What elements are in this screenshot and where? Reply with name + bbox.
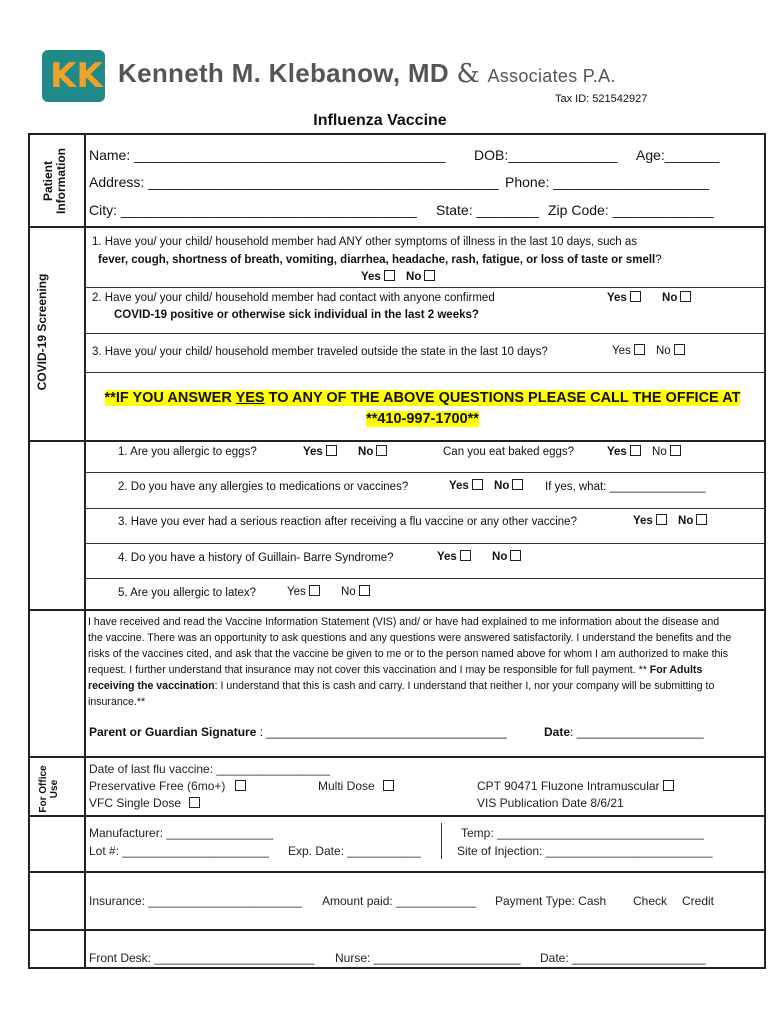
covid-q2-line2: COVID-19 positive or otherwise sick individual in the last 2 weeks? [114, 309, 479, 321]
lot-field[interactable]: Lot #: ______________________ [89, 844, 270, 858]
phone-field[interactable]: Phone: ____________________ [505, 174, 709, 190]
covid-q3-no-checkbox[interactable] [674, 344, 685, 355]
section-label-patient-info: Patient Information [41, 148, 68, 214]
no-label: No [492, 551, 508, 563]
dob-field[interactable]: DOB:______________ [474, 147, 618, 163]
multi-dose-label: Multi Dose [318, 779, 375, 793]
section-label-office: For Office Use [38, 765, 60, 813]
signature-label: Parent or Guardian Signature [89, 725, 257, 739]
question-5: 5. Are you allergic to latex? [118, 587, 257, 599]
yes-label: Yes [361, 271, 381, 283]
consent-statement [88, 614, 736, 710]
no-label: No [358, 446, 374, 458]
address-field[interactable]: Address: _____________________________________________ [89, 174, 499, 190]
nurse-field[interactable]: Nurse: ______________________ [335, 951, 521, 965]
row-divider [84, 508, 766, 509]
row-divider [28, 226, 766, 228]
vis-publication-date: VIS Publication Date 8/6/21 [477, 796, 624, 810]
tax-id: Tax ID: 521542927 [555, 93, 648, 105]
question-4: 4. Do you have a history of Guillain- Barre Syndrome? [118, 552, 394, 564]
question-3: 3. Have you ever had a serious reaction after receiving a flu vaccine or any other vaccine? [118, 516, 577, 528]
q1-yes-checkbox[interactable] [326, 445, 337, 456]
manufacturer-field[interactable]: Manufacturer: ________________ [89, 826, 274, 840]
zip-field[interactable]: Zip Code: _____________ [548, 202, 714, 218]
covid-q1-no-checkbox[interactable] [424, 270, 435, 281]
q1b-yes-checkbox[interactable] [630, 445, 641, 456]
covid-q1-symptoms: fever, cough, shortness of breath, vomiting, diarrhea, headache, rash, fatigue, or loss of taste or smell [98, 254, 656, 266]
covid-q1-line2 [98, 254, 662, 266]
q2-yes-checkbox[interactable] [472, 479, 483, 490]
vfc-single-option [89, 796, 200, 810]
yes-label: Yes [633, 515, 653, 527]
age-field[interactable]: Age:_______ [636, 147, 720, 163]
ampersand: & [456, 59, 480, 89]
covid-q2-no-checkbox[interactable] [680, 291, 691, 302]
amount-paid-field[interactable]: Amount paid: ____________ [322, 894, 477, 908]
question-1-answers [303, 445, 387, 458]
vfc-single-checkbox[interactable] [189, 797, 200, 808]
signature-line: : ____________________________________ [256, 725, 507, 739]
yes-label: Yes [437, 551, 457, 563]
exp-date-field[interactable]: Exp. Date: ___________ [288, 844, 421, 858]
no-label: No [406, 271, 422, 283]
section-divider [84, 133, 86, 969]
practice-name [118, 58, 616, 89]
q1b-no-checkbox[interactable] [670, 445, 681, 456]
payment-type-check[interactable]: Check [633, 894, 668, 908]
yes-label: Yes [607, 446, 627, 458]
row-divider [84, 578, 766, 579]
multi-dose-option [318, 779, 394, 793]
row-divider [28, 871, 766, 873]
vfc-single-label: VFC Single Dose [89, 796, 182, 810]
covid-q2-answers [607, 291, 691, 304]
front-desk-field[interactable]: Front Desk: ________________________ [89, 951, 315, 965]
date-label: Date [544, 725, 571, 739]
covid-q2-yes-checkbox[interactable] [630, 291, 641, 302]
form-title: Influenza Vaccine [313, 112, 447, 129]
no-label: No [494, 480, 510, 492]
cpt-checkbox[interactable] [663, 780, 674, 791]
covid-q2-line1: 2. Have you/ your child/ household member had contact with anyone confirmed [92, 292, 495, 304]
question-1b-answers [607, 445, 681, 458]
section-label-covid: COVID-19 Screening [35, 273, 49, 391]
row-divider [84, 543, 766, 544]
consent-text-1: I have received and read the Vaccine Information Statement (VIS) and/ or have had explained to me information about the disease and the vaccine. There was an opportunity to ask questions and any questions were answered satisfactorily. I understand the benefits and the risks of the vaccines cited, and ask that the vaccine be given to me or to the person named above for whom I am authorized to make this request. I further understand that insurance may not cover this vaccination and I may be responsible for full payment. ** [88, 616, 732, 676]
notice-pre: **IF YOU ANSWER [104, 390, 236, 406]
question-5-answers [287, 585, 370, 598]
insurance-field[interactable]: Insurance: _______________________ [89, 894, 302, 908]
preservative-free-option [89, 779, 246, 793]
row-divider [28, 929, 766, 931]
payment-type-cash[interactable]: Payment Type: Cash [495, 894, 607, 908]
yes-label: Yes [303, 446, 323, 458]
yes-label: Yes [449, 480, 469, 492]
logo-letters: KK [50, 56, 103, 96]
practice-logo [42, 50, 105, 102]
covid-q1-answers [361, 270, 435, 283]
preservative-free-checkbox[interactable] [235, 780, 246, 791]
question-1: 1. Are you allergic to eggs? [118, 446, 257, 458]
row-divider [84, 472, 766, 473]
signature-date-field[interactable] [544, 725, 704, 739]
office-divider [441, 823, 442, 859]
covid-q3: 3. Have you/ your child/ household member traveled outside the state in the last 10 days? [92, 346, 548, 358]
guardian-signature-field[interactable] [89, 725, 507, 739]
q3-yes-checkbox[interactable] [656, 514, 667, 525]
question-2-answers [449, 479, 523, 492]
covid-q1-yes-checkbox[interactable] [384, 270, 395, 281]
q5-no-checkbox[interactable] [359, 585, 370, 596]
state-field[interactable]: State: ________ [436, 202, 539, 218]
yes-label: Yes [607, 292, 627, 304]
q4-no-checkbox[interactable] [510, 550, 521, 561]
payment-type-credit[interactable]: Credit [682, 894, 715, 908]
no-label: No [662, 292, 678, 304]
row-divider [84, 372, 766, 373]
office-phone: **410-997-1700** [366, 411, 479, 427]
consent-text-2: : I understand that this is cash and carry. I understand that neither I, nor your company will be submitting to insurance.** [88, 680, 715, 708]
no-label: No [678, 515, 694, 527]
q3-no-checkbox[interactable] [696, 514, 707, 525]
multi-dose-checkbox[interactable] [383, 780, 394, 791]
question-1b: Can you eat baked eggs? [443, 446, 575, 458]
associates-text: Associates P.A. [487, 66, 616, 86]
no-label: No [340, 586, 356, 598]
call-office-notice [85, 388, 760, 430]
covid-q3-yes-checkbox[interactable] [634, 344, 645, 355]
row-divider [28, 440, 766, 442]
row-divider [84, 287, 766, 288]
date-line: : ___________________ [570, 725, 704, 739]
yes-label: Yes [612, 345, 631, 357]
covid-q3-answers [612, 344, 685, 357]
row-divider [28, 815, 766, 817]
practice-name-text: Kenneth M. Klebanow, MD [118, 58, 449, 88]
row-divider [28, 609, 766, 611]
covid-q1-end: ? [655, 254, 662, 266]
cpt-label: CPT 90471 Fluzone Intramuscular [477, 779, 660, 793]
question-2-if-yes[interactable]: If yes, what: _______________ [545, 481, 706, 493]
covid-q1-line1: 1. Have you/ your child/ household member had ANY other symptoms of illness in the last 10 days, such as [92, 236, 638, 248]
notice-yes: YES [235, 390, 265, 406]
temp-field[interactable]: Temp: _______________________________ [461, 826, 704, 840]
q4-yes-checkbox[interactable] [460, 550, 471, 561]
city-field[interactable]: City: ______________________________________ [89, 202, 417, 218]
notice-line1 [105, 390, 741, 406]
no-label: No [655, 345, 671, 357]
name-field[interactable]: Name: ________________________________________ [89, 147, 446, 163]
q5-yes-checkbox[interactable] [309, 585, 320, 596]
consent-adults: For Adults receiving the vaccination [88, 664, 703, 692]
q2-no-checkbox[interactable] [512, 479, 523, 490]
office-date-field[interactable]: Date: ____________________ [540, 951, 706, 965]
last-flu-date-field[interactable]: Date of last flu vaccine: _________________ [89, 762, 330, 776]
row-divider [28, 756, 766, 758]
question-4-answers [437, 550, 521, 563]
notice-post: TO ANY OF THE ABOVE QUESTIONS PLEASE CALL THE OFFICE AT [264, 390, 741, 406]
question-2: 2. Do you have any allergies to medications or vaccines? [118, 481, 409, 493]
no-label: No [652, 446, 667, 458]
question-3-answers [633, 514, 707, 527]
row-divider [84, 333, 766, 334]
preservative-free-label: Preservative Free (6mo+) [89, 779, 226, 793]
yes-label: Yes [287, 586, 306, 598]
injection-site-field[interactable]: Site of Injection: _________________________ [457, 844, 713, 858]
cpt-option [477, 779, 674, 793]
q1-no-checkbox[interactable] [376, 445, 387, 456]
